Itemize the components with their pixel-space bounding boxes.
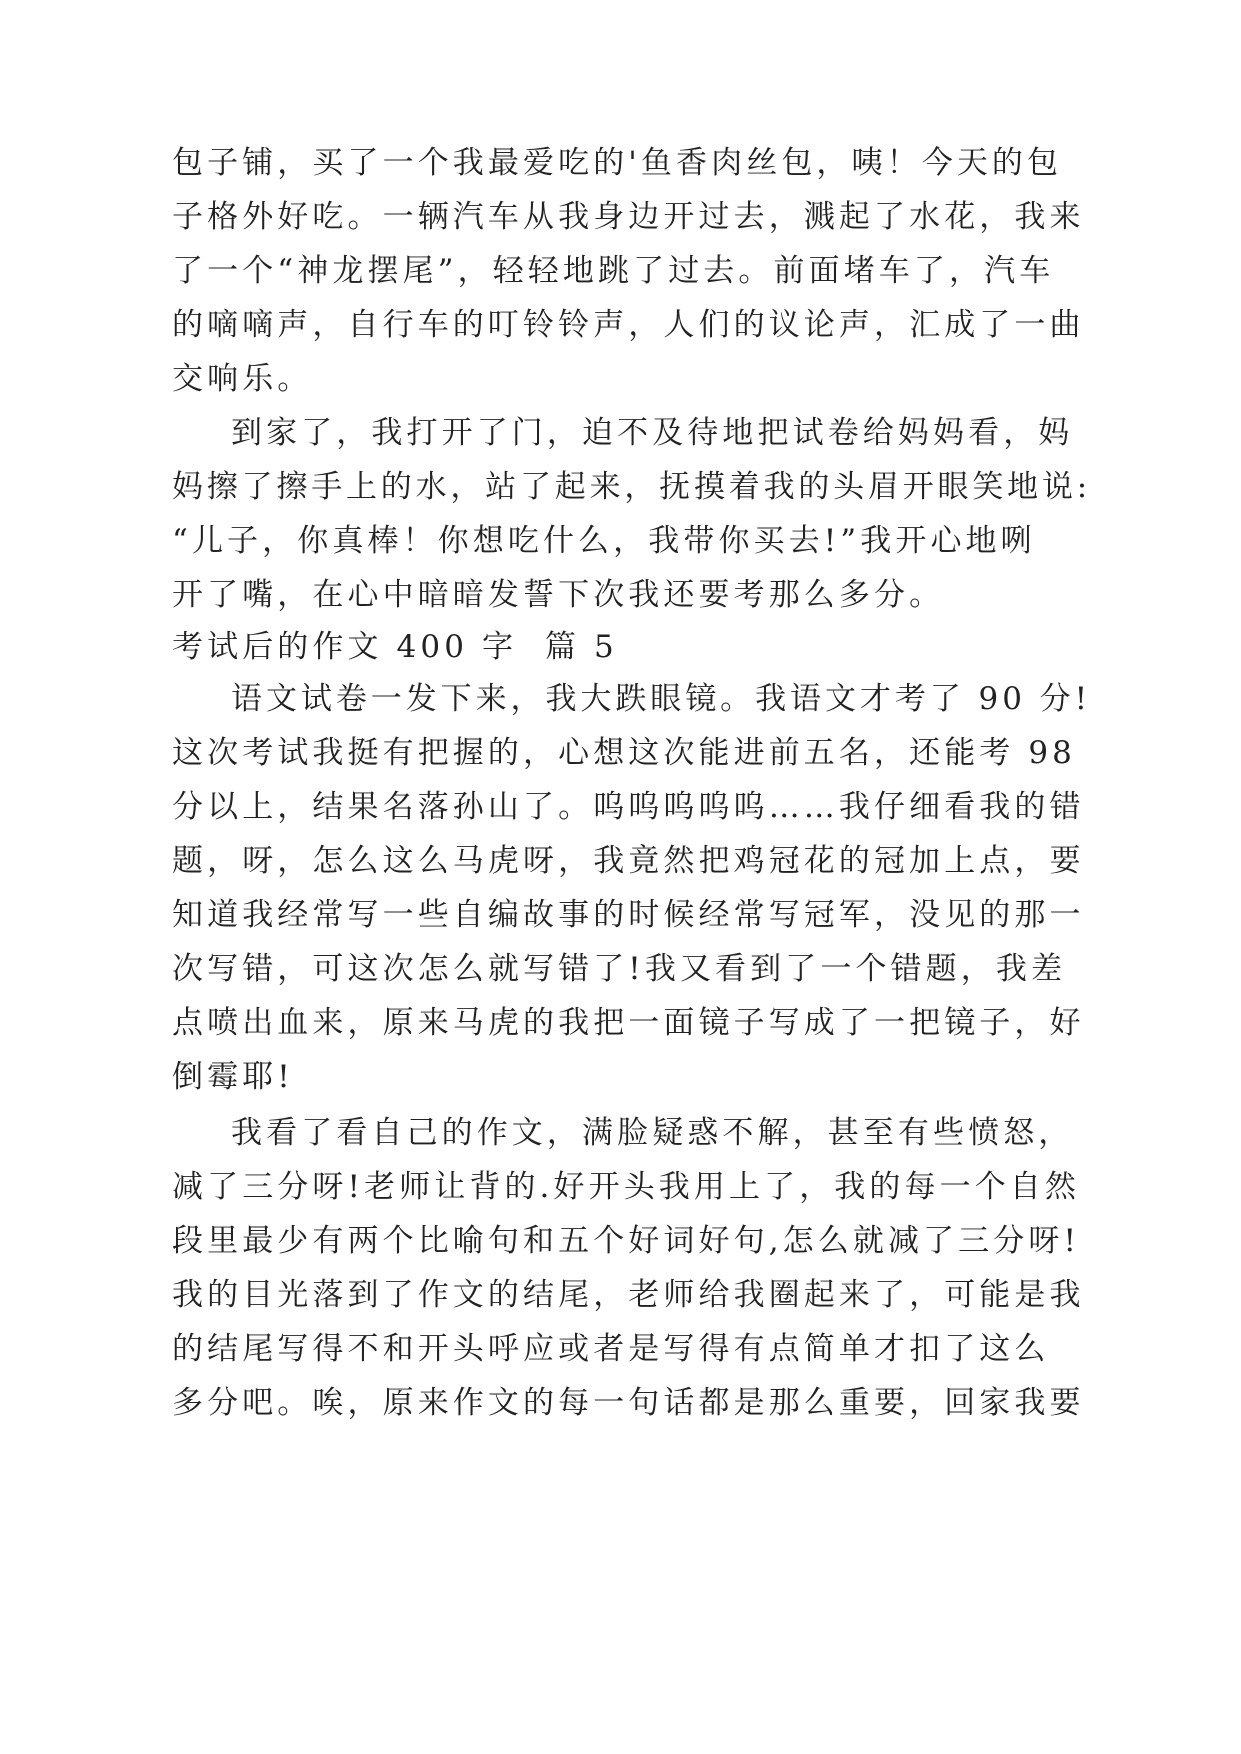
text-line [0,1157,1241,1217]
heading-text: 考试后的作文 400 字 篇 5 [172,629,618,665]
text-line [0,349,1241,409]
text-line [0,1265,1241,1325]
line-text: 到家了，我打开了门，迫不及待地把试卷给妈妈看，妈 [231,415,1074,451]
line-text: “儿子，你真棒！你想吃什么，我带你买去!”我开心地咧 [172,523,1036,559]
text-line [0,993,1241,1053]
text-line [0,777,1241,837]
text-line [0,1103,1241,1163]
line-text: 的结尾写得不和开头呼应或者是写得有点简单才扣了这么 [172,1331,1050,1367]
text-line [0,295,1241,355]
text-line [0,241,1241,301]
line-text: 知道我经常写一些自编故事的时候经常写冠军，没见的那一 [172,897,1085,933]
text-line [0,885,1241,945]
line-text: 这次考试我挺有把握的，心想这次能进前五名，还能考 98 [172,735,1076,771]
text-line [0,939,1241,999]
line-text: 交响乐。 [172,361,313,397]
text-line [0,457,1241,517]
line-text: 的嘀嘀声，自行车的叮铃铃声，人们的议论声，汇成了一曲 [172,307,1085,343]
line-text: 我看了看自己的作文，满脸疑惑不解，甚至有些愤怒， [231,1115,1074,1151]
text-line [0,831,1241,891]
line-text: 了一个“神龙摆尾”，轻轻地跳了过去。前面堵车了，汽车 [172,253,1055,289]
text-line [0,1373,1241,1433]
text-line [0,1047,1241,1107]
text-line [0,723,1241,783]
line-text: 语文试卷一发下来，我大跌眼镜。我语文才考了 90 分! [231,681,1091,717]
line-text: 子格外好吃。一辆汽车从我身边开过去，溅起了水花，我来 [172,199,1085,235]
line-text: 题，呀，怎么这么马虎呀，我竟然把鸡冠花的冠加上点，要 [172,843,1085,879]
text-line [0,187,1241,247]
line-text: 倒霉耶! [172,1059,294,1095]
line-text: 包子铺，买了一个我最爱吃的'鱼香肉丝包，咦！今天的包 [172,145,1063,181]
line-text: 妈擦了擦手上的水，站了起来，抚摸着我的头眉开眼笑地说: [172,469,1091,505]
text-line [0,669,1241,729]
text-line [0,403,1241,463]
line-text: 次写错，可这次怎么就写错了!我又看到了一个错题，我差 [172,951,1067,987]
text-line [0,1319,1241,1379]
line-text: 多分吧。唉，原来作文的每一句话都是那么重要，回家我要 [172,1385,1085,1421]
text-line [0,1211,1241,1271]
text-line [0,133,1241,193]
line-text: 分以上，结果名落孙山了。呜呜呜呜呜……我仔细看我的错 [172,789,1085,825]
line-text: 我的目光落到了作文的结尾，老师给我圈起来了，可能是我 [172,1277,1085,1313]
text-line [0,565,1241,625]
text-line [0,511,1241,571]
line-text: 开了嘴，在心中暗暗发誓下次我还要考那么多分。 [172,577,945,613]
line-text: 点喷出血来，原来马虎的我把一面镜子写成了一把镜子，好 [172,1005,1085,1041]
line-text: 减了三分呀!老师让背的.好开头我用上了，我的每一个自然 [172,1169,1081,1205]
section-heading [0,617,1241,677]
line-text: 段里最少有两个比喻句和五个好词好句,怎么就减了三分呀! [172,1223,1081,1259]
